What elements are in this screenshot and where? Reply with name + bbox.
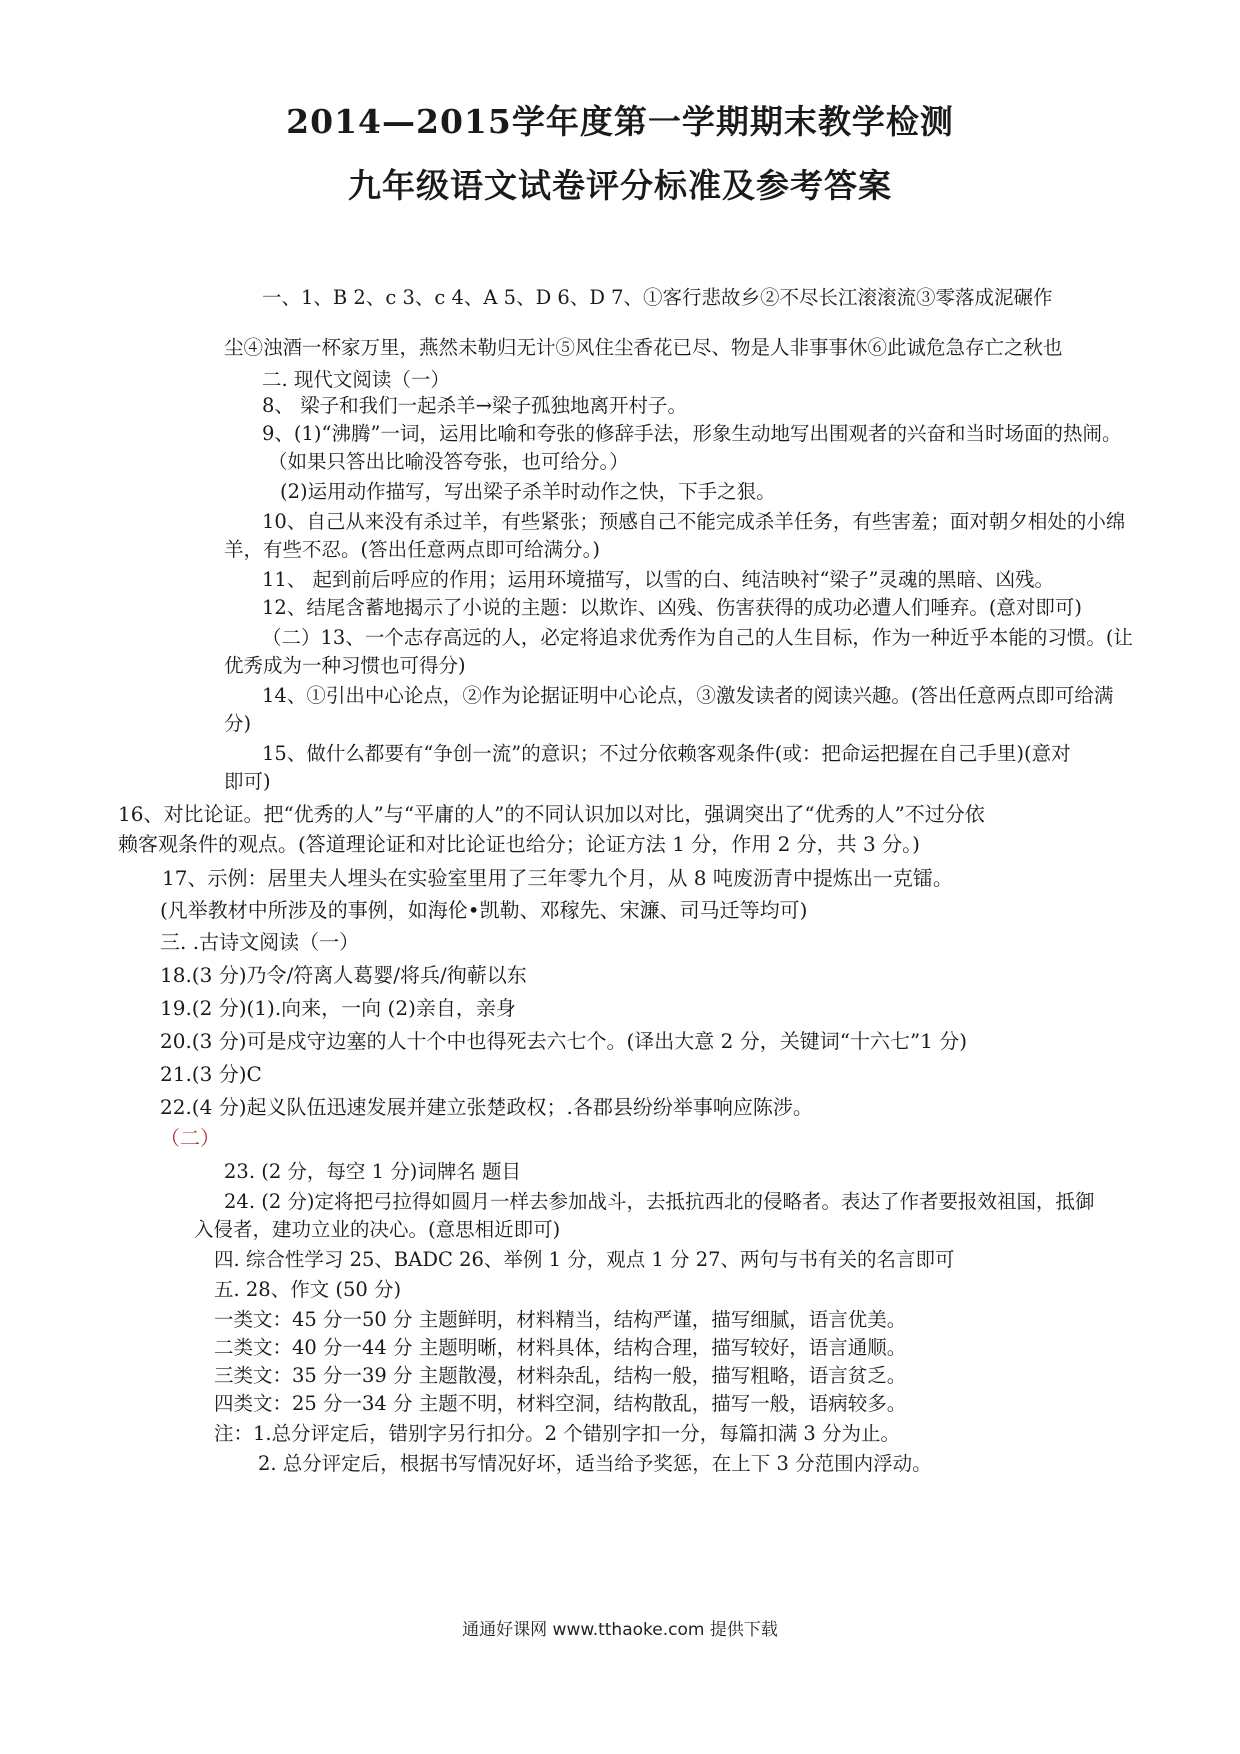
section-heading: 二. 现代文阅读（一）: [262, 368, 450, 391]
answer-line: 即可): [224, 770, 271, 793]
answer-line: 一、1、B 2、c 3、c 4、A 5、D 6、D 7、①客行悲故乡②不尽长江滚滚流③零落成泥碾作: [262, 286, 1053, 309]
answer-line: 15、做什么都要有“争创一流”的意识；不过分依赖客观条件(或：把命运把握在自己手里)(意对: [262, 742, 1071, 765]
answer-line: 优秀成为一种习惯也可得分): [224, 654, 466, 677]
grading-row: 一类文：45 分一50 分 主题鲜明，材料精当，结构严谨，描写细腻，语言优美。: [214, 1308, 907, 1331]
answer-line: (2)运用动作描写，写出梁子杀羊时动作之快，下手之狠。: [280, 480, 776, 503]
answer-line: 16、对比论证。把“优秀的人”与“平庸的人”的不同认识加以对比，强调突出了“优秀的人”不过分依: [118, 802, 985, 826]
answer-line: 羊，有些不忍。(答出任意两点即可给满分。): [224, 538, 600, 561]
answer-line: 分): [224, 712, 252, 735]
grading-row: 三类文：35 分一39 分 主题散漫，材料杂乱，结构一般，描写粗略，语言贫乏。: [214, 1364, 907, 1387]
answer-line: 赖客观条件的观点。(答道理论证和对比论证也给分；论证方法 1 分，作用 2 分，共 3 分。): [118, 832, 920, 856]
answer-line: 23. (2 分，每空 1 分)词牌名 题目: [224, 1160, 522, 1183]
document-title-line2: 九年级语文试卷评分标准及参考答案: [348, 166, 892, 205]
answer-line: 20.(3 分)可是戍守边塞的人十个中也得死去六七个。(译出大意 2 分，关键词“十六七”1 分): [160, 1029, 968, 1053]
answer-line: 尘④浊酒一杯家万里，燕然未勒归无计⑤风住尘香花已尽、物是人非事事休⑥此诚危急存亡之秋也: [224, 336, 1063, 359]
answer-line: 四. 综合性学习 25、BADC 26、举例 1 分，观点 1 分 27、两句与书有关的名言即可: [214, 1248, 955, 1271]
answer-line: 19.(2 分)(1).向来，一向 (2)亲自，亲身: [160, 996, 516, 1020]
note-line: 注：1.总分评定后，错别字另行扣分。2 个错别字扣一分，每篇扣满 3 分为止。: [214, 1422, 901, 1445]
answer-line: 12、结尾含蓄地揭示了小说的主题：以欺诈、凶残、伤害获得的成功必遭人们唾弃。(意对即可): [262, 596, 1083, 619]
answer-line: 14、①引出中心论点，②作为论据证明中心论点，③激发读者的阅读兴趣。(答出任意两点即可给满: [262, 684, 1114, 707]
answer-line: 入侵者，建功立业的决心。(意思相近即可): [194, 1218, 561, 1241]
section-heading: 五. 28、作文 (50 分): [214, 1278, 402, 1301]
answer-line: （二）13、一个志存高远的人，必定将追求优秀作为自己的人生目标，作为一种近乎本能的习惯。(让: [262, 626, 1133, 649]
answer-line: 8、 梁子和我们一起杀羊→梁子孤独地离开村子。: [262, 394, 687, 417]
answer-line: （如果只答出比喻没答夸张，也可给分。）: [268, 450, 629, 473]
answer-line: 22.(4 分)起义队伍迅速发展并建立张楚政权；.各郡县纷纷举事响应陈涉。: [160, 1095, 813, 1119]
section-heading: （二）: [160, 1126, 220, 1150]
footer-credit: 通通好课网 www.tthaoke.com 提供下载: [462, 1620, 778, 1640]
answer-line: (凡举教材中所涉及的事例，如海伦•凯勒、邓稼先、宋濂、司马迁等均可): [160, 898, 808, 922]
grading-row: 四类文：25 分一34 分 主题不明，材料空洞，结构散乱，描写一般，语病较多。: [214, 1392, 907, 1415]
answer-line: 18.(3 分)乃令/符离人葛婴/将兵/徇蕲以东: [160, 963, 527, 987]
section-heading: 三. .古诗文阅读（一）: [160, 930, 360, 954]
answer-line: 9、(1)“沸腾”一词，运用比喻和夸张的修辞手法，形象生动地写出围观者的兴奋和当时场面的热闹。: [262, 422, 1122, 445]
grading-row: 二类文：40 分一44 分 主题明晰，材料具体，结构合理，描写较好，语言通顺。: [214, 1336, 907, 1359]
answer-line: 11、 起到前后呼应的作用；运用环境描写，以雪的白、纯洁映衬“梁子”灵魂的黑暗、凶残。: [262, 568, 1054, 591]
answer-line: 24. (2 分)定将把弓拉得如圆月一样去参加战斗，去抵抗西北的侵略者。表达了作者要报效祖国，抵御: [224, 1190, 1095, 1213]
answer-line: 17、示例：居里夫人埋头在实验室里用了三年零九个月，从 8 吨废沥青中提炼出一克镭。: [162, 866, 953, 890]
answer-line: 10、自己从来没有杀过羊，有些紧张；预感自己不能完成杀羊任务，有些害羞；面对朝夕相处的小绵: [262, 510, 1126, 533]
answer-line: 21.(3 分)C: [160, 1062, 262, 1086]
document-title-line1: 2014—2015学年度第一学期期末教学检测: [286, 102, 954, 141]
note-line: 2. 总分评定后，根据书写情况好坏，适当给予奖惩，在上下 3 分范围内浮动。: [258, 1452, 932, 1475]
